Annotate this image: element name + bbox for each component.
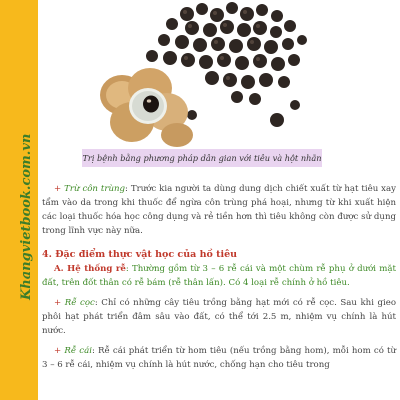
label-re-cai: Rễ cái [64, 346, 92, 356]
section-heading: 4. Đặc điểm thực vật học của hồ tiêu [42, 249, 238, 260]
text-tru-con-trung: : Trước kia người ta dùng dung dịch chiết xuất từ hạt tiêu xay tẩm vào da trong khi thuốc để ngừa côn trùng phá hoại, nhưng từ khi xuất hiện các loại thuốc hóa học công dụng và rẻ tiền hơn thì tiêu không còn được sử dụng trong lĩnh vực này nữa. [42, 184, 396, 236]
image-caption: Trị bệnh bằng phương pháp dân gian với tiêu và hột nhãn [82, 149, 322, 167]
paragraph-tru-con-trung [42, 182, 396, 238]
bullet-marker: + [54, 184, 62, 194]
label-re-coc: Rễ cọc [64, 298, 95, 308]
pepper-longan-photo [92, 0, 322, 150]
paragraph-re-cai [42, 344, 396, 372]
paragraph-re-coc [42, 296, 396, 338]
text-re-cai: : Rễ cái phát triển từ hom tiêu (nếu trồng bằng hom), mỗi hom có từ 3 – 6 rễ cái, nhiệm vụ chính là hút nước, chống hạn cho tiêu trong [42, 346, 396, 370]
paragraph-he-thong-re [42, 262, 396, 290]
label-tru-con-trung: Trừ côn trùng [64, 184, 126, 194]
text-re-coc: : Chỉ có những cây tiêu trồng bằng hạt mới có rễ cọc. Sau khi gieo phôi hạt phát triển đâm sâu vào đất, có thể tới 2.5 m, nhiệm vụ chính là hút nước. [42, 298, 396, 336]
article-body [42, 182, 396, 372]
bullet-marker: + [54, 298, 62, 308]
site-watermark: Khangvietbook.com.vn [19, 133, 34, 300]
text-he-thong-re: : Thường gồm từ 3 – 6 rễ cái và một chùm rễ phụ ở dưới mặt đất, trên đốt thân có rễ bám (rễ thân lấn). Có 4 loại rễ chính ở hồ tiêu. [42, 264, 396, 288]
bullet-marker: + [54, 346, 62, 356]
label-he-thong-re: A. Hệ thống rễ [54, 264, 126, 274]
